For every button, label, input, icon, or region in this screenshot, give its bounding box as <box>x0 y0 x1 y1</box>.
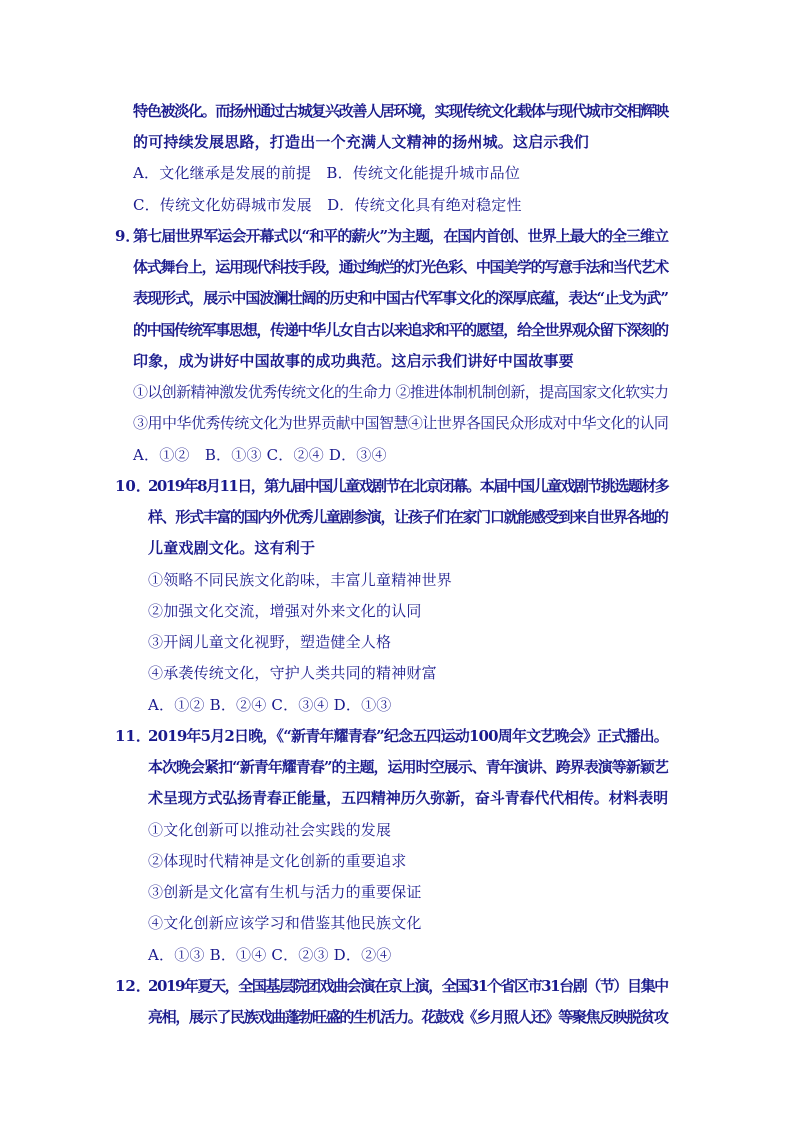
q9-stem-line-4: 的中国传统军事思想，传递中华儿女自古以来追求和平的愿望，给全世界观众留下深刻的 <box>133 321 668 339</box>
q11-options: A．①③ B．①④ C．②③ D．②④ <box>148 946 392 964</box>
q12-stem-line-2: 亮相，展示了民族戏曲蓬勃旺盛的生机活力。花鼓戏《乡月照人还》等聚焦反映脱贫攻 <box>148 1008 668 1026</box>
q11-item-4: ④文化创新应该学习和借鉴其他民族文化 <box>148 914 422 932</box>
q12-number: 12． <box>115 977 151 995</box>
q10-stem-line-3: 儿童戏剧文化。这有利于 <box>148 539 316 557</box>
q10-stem-line-2: 样、形式丰富的国内外优秀儿童剧参演，让孩子们在家门口就能感受到来自世界各地的 <box>148 508 668 526</box>
q10-stem-line-1: 2019年8月11日，第九届中国儿童戏剧节在北京闭幕。本届中国儿童戏剧节挑选题材多 <box>148 477 669 495</box>
q11-item-2: ②体现时代精神是文化创新的重要追求 <box>148 852 407 870</box>
q8-options-ab: A．文化继承是发展的前提 B．传统文化能提升城市品位 <box>133 164 521 182</box>
q11-number: 11． <box>115 727 151 745</box>
q9-stem-line-2: 体式舞台上，运用现代科技手段，通过绚烂的灯光色彩、中国美学的写意手法和当代艺术 <box>133 258 668 276</box>
q10-item-2: ②加强文化交流，增强对外来文化的认同 <box>148 602 422 620</box>
q9-items-3-4: ③用中华优秀传统文化为世界贡献中国智慧④让世界各国民众形成对中华文化的认同 <box>133 414 669 432</box>
q9-items-1-2: ①以创新精神激发优秀传统文化的生命力 ②推进体制机制创新，提高国家文化软实力 <box>133 383 669 401</box>
q11-item-1: ①文化创新可以推动社会实践的发展 <box>148 821 392 839</box>
q11-item-3: ③创新是文化富有生机与活力的重要保证 <box>148 883 422 901</box>
q11-stem-line-2: 本次晚会紧扣“新青年耀青春”的主题，运用时空展示、青年演讲、跨界表演等新颖艺 <box>148 758 668 776</box>
q10-item-4: ④承袭传统文化，守护人类共同的精神财富 <box>148 664 437 682</box>
q11-stem-line-3: 术呈现方式弘扬青春正能量，五四精神历久弥新，奋斗青春代代相传。材料表明 <box>148 789 669 807</box>
q10-number: 10． <box>115 477 151 495</box>
q8-stem-line-1: 特色被淡化。而扬州通过古城复兴改善人居环境，实现传统文化载体与现代城市交相辉映 <box>133 102 668 120</box>
q8-options-cd: C．传统文化妨碍城市发展 D．传统文化具有绝对稳定性 <box>133 196 522 214</box>
q10-options: A．①② B．②④ C．③④ D．①③ <box>148 696 392 714</box>
q12-stem-line-1: 2019年夏天，全国基层院团戏曲会演在京上演，全国31个省区市31台剧（节）目集中 <box>148 977 668 995</box>
q9-stem-line-3: 表现形式，展示中国波澜壮阔的历史和中国古代军事文化的深厚底蕴，表达“止戈为武” <box>133 289 669 307</box>
q11-stem-line-1: 2019年5月2日晚，《“新青年耀青春”纪念五四运动100周年文艺晚会》正式播出。 <box>148 727 668 745</box>
q8-stem-line-2: 的可持续发展思路，打造出一个充满人文精神的扬州城。这启示我们 <box>133 133 590 151</box>
q9-options: A．①② B．①③ C．②④ D．③④ <box>133 446 387 464</box>
q9-number: 9． <box>115 227 141 245</box>
q10-item-1: ①领略不同民族文化韵味，丰富儿童精神世界 <box>148 571 453 589</box>
q9-stem-line-5: 印象，成为讲好中国故事的成功典范。这启示我们讲好中国故事要 <box>133 352 574 370</box>
q9-stem-line-1: 第七届世界军运会开幕式以“和平的薪火”为主题，在国内首创、世界上最大的全三维立 <box>133 227 669 245</box>
q10-item-3: ③开阔儿童文化视野，塑造健全人格 <box>148 633 392 651</box>
